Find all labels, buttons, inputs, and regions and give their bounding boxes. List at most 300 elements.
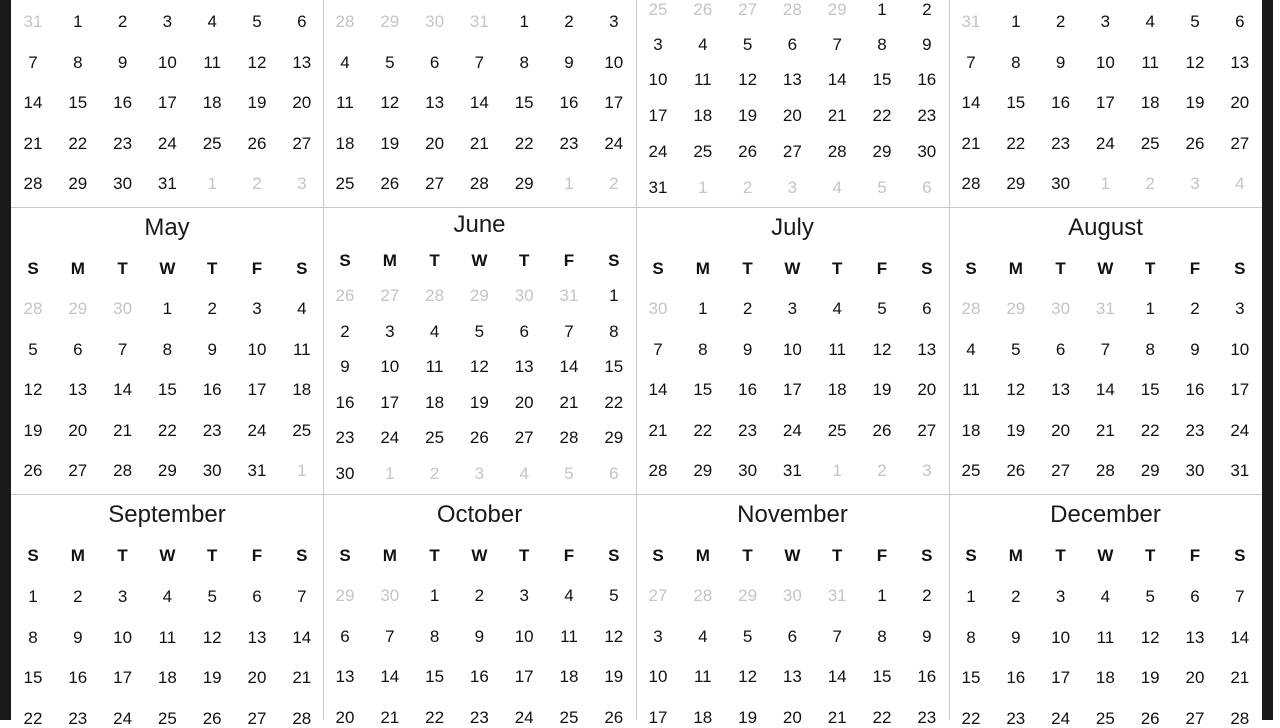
day-cell-adjacent-month: 28 <box>961 299 981 318</box>
weekday-header: T <box>429 251 440 270</box>
day-cell: 2 <box>922 586 932 605</box>
day-cell-adjacent-month: 2 <box>429 464 440 483</box>
day-cell: 27 <box>425 174 445 193</box>
day-cell: 21 <box>827 708 847 727</box>
day-cell: 9 <box>73 628 83 647</box>
weekday-header: S <box>608 546 620 565</box>
day-cell: 31 <box>1230 461 1250 480</box>
day-cell: 17 <box>648 106 668 125</box>
weekday-header: T <box>1144 546 1156 565</box>
day-cell: 20 <box>782 708 802 727</box>
weekday-header: F <box>1189 546 1201 565</box>
day-cell: 20 <box>247 668 267 687</box>
day-cell-adjacent-month: 30 <box>514 286 534 305</box>
weekday-header: S <box>1234 546 1246 565</box>
month-sep <box>11 0 323 728</box>
weekday-header: T <box>1055 546 1066 565</box>
day-cell: 27 <box>1230 134 1250 153</box>
day-cell: 9 <box>922 627 932 646</box>
day-cell: 21 <box>559 393 579 412</box>
day-cell: 27 <box>247 709 267 728</box>
day-cell-adjacent-month: 31 <box>961 12 981 31</box>
month-title: July <box>771 214 814 241</box>
day-cell: 6 <box>922 299 932 318</box>
day-cell: 30 <box>202 461 222 480</box>
day-cell: 3 <box>609 12 619 31</box>
day-cell-adjacent-month: 1 <box>698 178 708 197</box>
day-cell: 9 <box>1055 53 1066 72</box>
day-cell: 18 <box>827 380 847 399</box>
day-cell: 2 <box>340 322 350 341</box>
day-cell: 14 <box>648 380 668 399</box>
day-cell: 9 <box>564 53 574 72</box>
day-cell: 10 <box>380 357 400 376</box>
day-cell: 22 <box>872 708 892 727</box>
day-cell: 29 <box>1006 174 1026 193</box>
day-cell: 27 <box>917 421 937 440</box>
day-cell: 14 <box>113 380 133 399</box>
day-cell: 16 <box>917 70 937 89</box>
day-cell-adjacent-month: 27 <box>648 586 668 605</box>
weekday-header: W <box>784 546 801 565</box>
day-cell: 24 <box>514 708 534 727</box>
day-cell: 6 <box>429 53 440 72</box>
day-cell: 15 <box>23 668 43 687</box>
day-cell: 5 <box>252 12 262 31</box>
day-cell: 7 <box>297 587 307 606</box>
day-cell: 4 <box>698 35 708 54</box>
day-cell: 22 <box>514 134 534 153</box>
day-cell: 16 <box>1185 380 1205 399</box>
day-cell: 25 <box>157 709 177 728</box>
day-cell: 3 <box>1235 299 1245 318</box>
day-cell: 13 <box>335 667 355 686</box>
day-cell: 18 <box>335 134 355 153</box>
day-cell-adjacent-month: 29 <box>738 586 758 605</box>
month-title: June <box>453 211 506 238</box>
day-cell: 28 <box>559 428 579 447</box>
weekday-header: T <box>831 546 843 565</box>
day-cell: 8 <box>519 53 529 72</box>
day-cell: 12 <box>380 93 400 112</box>
day-cell: 13 <box>425 93 445 112</box>
day-cell: 16 <box>1006 668 1026 687</box>
day-cell: 18 <box>693 708 713 727</box>
weekday-header: M <box>70 259 85 278</box>
day-cell: 18 <box>961 421 981 440</box>
day-cell: 15 <box>1006 93 1026 112</box>
day-cell: 9 <box>1011 628 1021 647</box>
day-cell: 16 <box>68 668 88 687</box>
day-cell: 19 <box>380 134 400 153</box>
day-cell: 21 <box>23 134 43 153</box>
day-cell: 8 <box>609 322 619 341</box>
day-cell: 12 <box>872 340 892 359</box>
day-cell: 21 <box>1230 668 1250 687</box>
day-cell: 2 <box>474 586 485 605</box>
day-cell: 28 <box>648 461 668 480</box>
weekday-header: M <box>695 546 710 565</box>
day-cell: 29 <box>604 428 624 447</box>
day-cell: 25 <box>1095 709 1115 728</box>
day-cell: 22 <box>68 134 88 153</box>
day-cell: 11 <box>203 53 222 72</box>
day-cell: 26 <box>604 708 624 727</box>
day-cell: 12 <box>738 70 758 89</box>
weekday-header: F <box>1189 259 1201 278</box>
day-cell: 11 <box>560 627 578 646</box>
day-cell: 26 <box>23 461 43 480</box>
day-cell: 24 <box>380 428 400 447</box>
weekday-header: T <box>518 251 530 270</box>
day-cell: 13 <box>1051 380 1071 399</box>
day-cell: 16 <box>559 93 579 112</box>
day-cell: 22 <box>157 421 177 440</box>
day-cell: 22 <box>23 709 43 728</box>
day-cell: 2 <box>207 299 217 318</box>
day-cell: 7 <box>1100 340 1111 359</box>
day-cell: 3 <box>162 12 173 31</box>
day-cell: 21 <box>380 708 400 727</box>
day-cell: 31 <box>648 178 668 197</box>
day-cell: 11 <box>292 340 311 359</box>
day-cell: 24 <box>648 142 668 161</box>
day-cell: 11 <box>693 70 712 89</box>
day-cell: 17 <box>247 380 267 399</box>
day-cell: 12 <box>202 628 222 647</box>
day-cell: 1 <box>966 587 976 606</box>
day-cell: 1 <box>429 586 440 605</box>
day-cell: 9 <box>117 53 128 72</box>
day-cell-adjacent-month: 26 <box>335 286 355 305</box>
weekday-header: T <box>1144 259 1156 278</box>
day-cell: 12 <box>604 627 624 646</box>
day-cell: 5 <box>1190 12 1200 31</box>
day-cell: 5 <box>742 35 753 54</box>
weekday-header: F <box>876 546 888 565</box>
day-cell: 21 <box>961 134 981 153</box>
day-cell: 19 <box>738 106 758 125</box>
day-cell: 10 <box>1051 628 1071 647</box>
day-cell: 22 <box>604 393 624 412</box>
weekday-header: S <box>27 259 39 278</box>
day-cell-adjacent-month: 29 <box>1006 299 1026 318</box>
weekday-header: T <box>429 546 440 565</box>
day-cell: 4 <box>1145 12 1155 31</box>
day-cell: 19 <box>247 93 267 112</box>
day-cell-adjacent-month: 6 <box>609 464 619 483</box>
weekday-header: M <box>1008 259 1023 278</box>
day-cell-adjacent-month: 28 <box>782 0 802 19</box>
day-cell: 14 <box>827 70 847 89</box>
day-cell: 18 <box>1095 668 1115 687</box>
day-cell: 15 <box>872 70 892 89</box>
day-cell: 8 <box>429 627 440 646</box>
day-cell: 8 <box>877 35 887 54</box>
day-cell-adjacent-month: 30 <box>648 299 668 318</box>
weekday-header: S <box>1234 259 1246 278</box>
day-cell-adjacent-month: 28 <box>425 286 445 305</box>
weekday-header: T <box>117 546 128 565</box>
day-cell: 17 <box>157 93 177 112</box>
day-cell: 28 <box>23 174 43 193</box>
day-cell: 19 <box>469 393 489 412</box>
day-cell: 18 <box>559 667 579 686</box>
day-cell: 4 <box>340 53 350 72</box>
weekday-header: T <box>206 546 218 565</box>
day-cell-adjacent-month: 3 <box>787 178 798 197</box>
day-cell: 31 <box>247 461 267 480</box>
day-cell: 16 <box>1051 93 1071 112</box>
day-cell: 20 <box>292 93 312 112</box>
day-cell: 2 <box>564 12 574 31</box>
day-cell: 29 <box>872 142 892 161</box>
day-cell: 18 <box>202 93 222 112</box>
day-cell: 11 <box>693 667 712 686</box>
day-cell: 6 <box>519 322 529 341</box>
day-cell: 21 <box>827 106 847 125</box>
day-cell-adjacent-month: 1 <box>385 464 395 483</box>
month-title: November <box>737 501 848 528</box>
day-cell: 18 <box>292 380 312 399</box>
day-cell: 26 <box>1006 461 1026 480</box>
day-cell: 16 <box>917 667 937 686</box>
day-cell: 23 <box>1006 709 1026 728</box>
day-cell: 24 <box>247 421 267 440</box>
day-cell: 11 <box>1141 53 1160 72</box>
day-cell: 28 <box>961 174 981 193</box>
weekday-header: T <box>117 259 128 278</box>
day-cell: 3 <box>1055 587 1066 606</box>
weekday-header: W <box>159 546 176 565</box>
day-cell: 19 <box>738 708 758 727</box>
day-cell-adjacent-month: 1 <box>207 174 217 193</box>
day-cell: 17 <box>514 667 534 686</box>
day-cell: 7 <box>28 53 38 72</box>
day-cell: 11 <box>962 380 980 399</box>
day-cell: 23 <box>202 421 222 440</box>
day-cell: 22 <box>872 106 892 125</box>
day-cell: 7 <box>1235 587 1245 606</box>
weekday-header: M <box>382 251 397 270</box>
day-cell: 26 <box>872 421 892 440</box>
day-cell-adjacent-month: 30 <box>782 586 802 605</box>
day-cell: 17 <box>1095 93 1115 112</box>
day-cell: 18 <box>425 393 445 412</box>
day-cell: 14 <box>961 93 981 112</box>
day-cell: 25 <box>292 421 312 440</box>
day-cell-adjacent-month: 30 <box>1051 299 1071 318</box>
day-cell: 8 <box>73 53 83 72</box>
day-cell-adjacent-month: 26 <box>693 0 713 19</box>
day-cell-adjacent-month: 1 <box>832 461 842 480</box>
day-cell-adjacent-month: 5 <box>564 464 574 483</box>
day-cell: 30 <box>335 464 355 483</box>
weekday-header: M <box>382 546 397 565</box>
weekday-header: T <box>1055 259 1066 278</box>
day-cell: 27 <box>1051 461 1071 480</box>
day-cell: 4 <box>1100 587 1111 606</box>
month-title: October <box>436 501 523 528</box>
weekday-header: T <box>742 546 753 565</box>
day-cell: 14 <box>23 93 43 112</box>
day-cell: 19 <box>872 380 892 399</box>
day-cell: 13 <box>782 667 802 686</box>
weekday-header: M <box>70 546 85 565</box>
day-cell: 14 <box>469 93 489 112</box>
day-cell: 10 <box>113 628 133 647</box>
day-cell: 7 <box>832 627 842 646</box>
weekday-header: F <box>563 546 575 565</box>
weekday-header: W <box>1097 546 1114 565</box>
day-cell-adjacent-month: 1 <box>1100 174 1111 193</box>
day-cell: 5 <box>1145 587 1155 606</box>
day-cell: 6 <box>787 627 798 646</box>
day-cell: 6 <box>252 587 262 606</box>
day-cell: 29 <box>157 461 177 480</box>
day-cell: 25 <box>559 708 579 727</box>
day-cell: 14 <box>827 667 847 686</box>
day-cell: 4 <box>297 299 307 318</box>
day-cell: 23 <box>917 106 937 125</box>
day-cell-adjacent-month: 6 <box>922 178 932 197</box>
day-cell-adjacent-month: 28 <box>335 12 355 31</box>
day-cell: 10 <box>648 70 668 89</box>
day-cell: 2 <box>742 299 753 318</box>
day-cell: 12 <box>738 667 758 686</box>
day-cell-adjacent-month: 31 <box>1095 299 1115 318</box>
day-cell-adjacent-month: 4 <box>519 464 529 483</box>
day-cell-adjacent-month: 3 <box>474 464 485 483</box>
day-cell: 2 <box>117 12 128 31</box>
day-cell: 15 <box>425 667 445 686</box>
page-left-border <box>0 0 11 720</box>
day-cell: 5 <box>609 586 619 605</box>
day-cell: 11 <box>828 340 847 359</box>
day-cell: 14 <box>1095 380 1115 399</box>
weekday-header: S <box>652 259 664 278</box>
day-cell-adjacent-month: 31 <box>827 586 847 605</box>
day-cell: 12 <box>469 357 489 376</box>
weekday-header: S <box>921 259 933 278</box>
day-cell: 21 <box>648 421 668 440</box>
day-cell: 15 <box>961 668 981 687</box>
day-cell: 10 <box>604 53 624 72</box>
day-cell: 22 <box>1006 134 1026 153</box>
day-cell: 7 <box>966 53 976 72</box>
day-cell: 1 <box>162 299 173 318</box>
day-cell: 5 <box>877 299 887 318</box>
day-cell: 5 <box>385 53 395 72</box>
day-cell: 30 <box>917 142 937 161</box>
day-cell-adjacent-month: 29 <box>380 12 400 31</box>
day-cell: 3 <box>117 587 128 606</box>
day-cell: 1 <box>698 299 708 318</box>
day-cell: 6 <box>1235 12 1245 31</box>
day-cell: 15 <box>1140 380 1160 399</box>
day-cell-adjacent-month: 28 <box>23 299 43 318</box>
day-cell: 23 <box>1185 421 1205 440</box>
day-cell-adjacent-month: 3 <box>1190 174 1200 193</box>
day-cell-adjacent-month: 28 <box>693 586 713 605</box>
day-cell: 17 <box>380 393 400 412</box>
day-cell: 30 <box>738 461 758 480</box>
day-cell: 27 <box>68 461 88 480</box>
day-cell: 28 <box>469 174 489 193</box>
day-cell: 14 <box>292 628 312 647</box>
day-cell: 5 <box>28 340 38 359</box>
day-cell: 23 <box>738 421 758 440</box>
day-cell: 10 <box>648 667 668 686</box>
weekday-header: T <box>206 259 218 278</box>
day-cell: 29 <box>514 174 534 193</box>
day-cell: 3 <box>385 322 395 341</box>
day-cell: 13 <box>1185 628 1205 647</box>
day-cell: 25 <box>827 421 847 440</box>
day-cell: 12 <box>1006 380 1026 399</box>
day-cell-adjacent-month: 29 <box>827 0 847 19</box>
day-cell: 29 <box>693 461 713 480</box>
day-cell: 11 <box>158 628 177 647</box>
weekday-header: S <box>921 546 933 565</box>
day-cell: 5 <box>474 322 485 341</box>
day-cell: 16 <box>469 667 489 686</box>
weekday-header: T <box>518 546 530 565</box>
day-cell: 6 <box>73 340 83 359</box>
day-cell-adjacent-month: 30 <box>113 299 133 318</box>
day-cell: 22 <box>961 709 981 728</box>
day-cell: 20 <box>425 134 445 153</box>
day-cell: 23 <box>68 709 88 728</box>
day-cell: 26 <box>380 174 400 193</box>
day-cell: 20 <box>1185 668 1205 687</box>
day-cell-adjacent-month: 1 <box>564 174 574 193</box>
day-cell: 3 <box>653 627 663 646</box>
day-cell: 27 <box>514 428 534 447</box>
day-cell: 13 <box>68 380 88 399</box>
day-cell: 9 <box>1190 340 1200 359</box>
day-cell: 22 <box>425 708 445 727</box>
day-cell: 19 <box>1006 421 1026 440</box>
day-cell-adjacent-month: 1 <box>297 461 307 480</box>
day-cell: 10 <box>514 627 534 646</box>
day-cell: 24 <box>1051 709 1071 728</box>
day-cell: 18 <box>157 668 177 687</box>
month-nov <box>636 0 949 727</box>
day-cell-adjacent-month: 27 <box>380 286 400 305</box>
day-cell: 12 <box>247 53 267 72</box>
day-cell-adjacent-month: 2 <box>742 178 753 197</box>
weekday-header: M <box>1008 546 1023 565</box>
day-cell: 24 <box>604 134 624 153</box>
day-cell: 21 <box>1095 421 1115 440</box>
day-cell: 3 <box>519 586 529 605</box>
day-cell: 26 <box>469 428 489 447</box>
day-cell: 6 <box>297 12 307 31</box>
day-cell: 28 <box>1095 461 1115 480</box>
day-cell: 15 <box>514 93 534 112</box>
weekday-header: S <box>965 259 977 278</box>
day-cell-adjacent-month: 30 <box>425 12 445 31</box>
day-cell: 7 <box>564 322 574 341</box>
day-cell: 27 <box>1185 709 1205 728</box>
day-cell: 24 <box>782 421 802 440</box>
day-cell: 6 <box>1055 340 1066 359</box>
day-cell: 6 <box>1190 587 1200 606</box>
day-cell: 22 <box>693 421 713 440</box>
day-cell: 11 <box>1096 628 1115 647</box>
day-cell: 29 <box>68 174 88 193</box>
